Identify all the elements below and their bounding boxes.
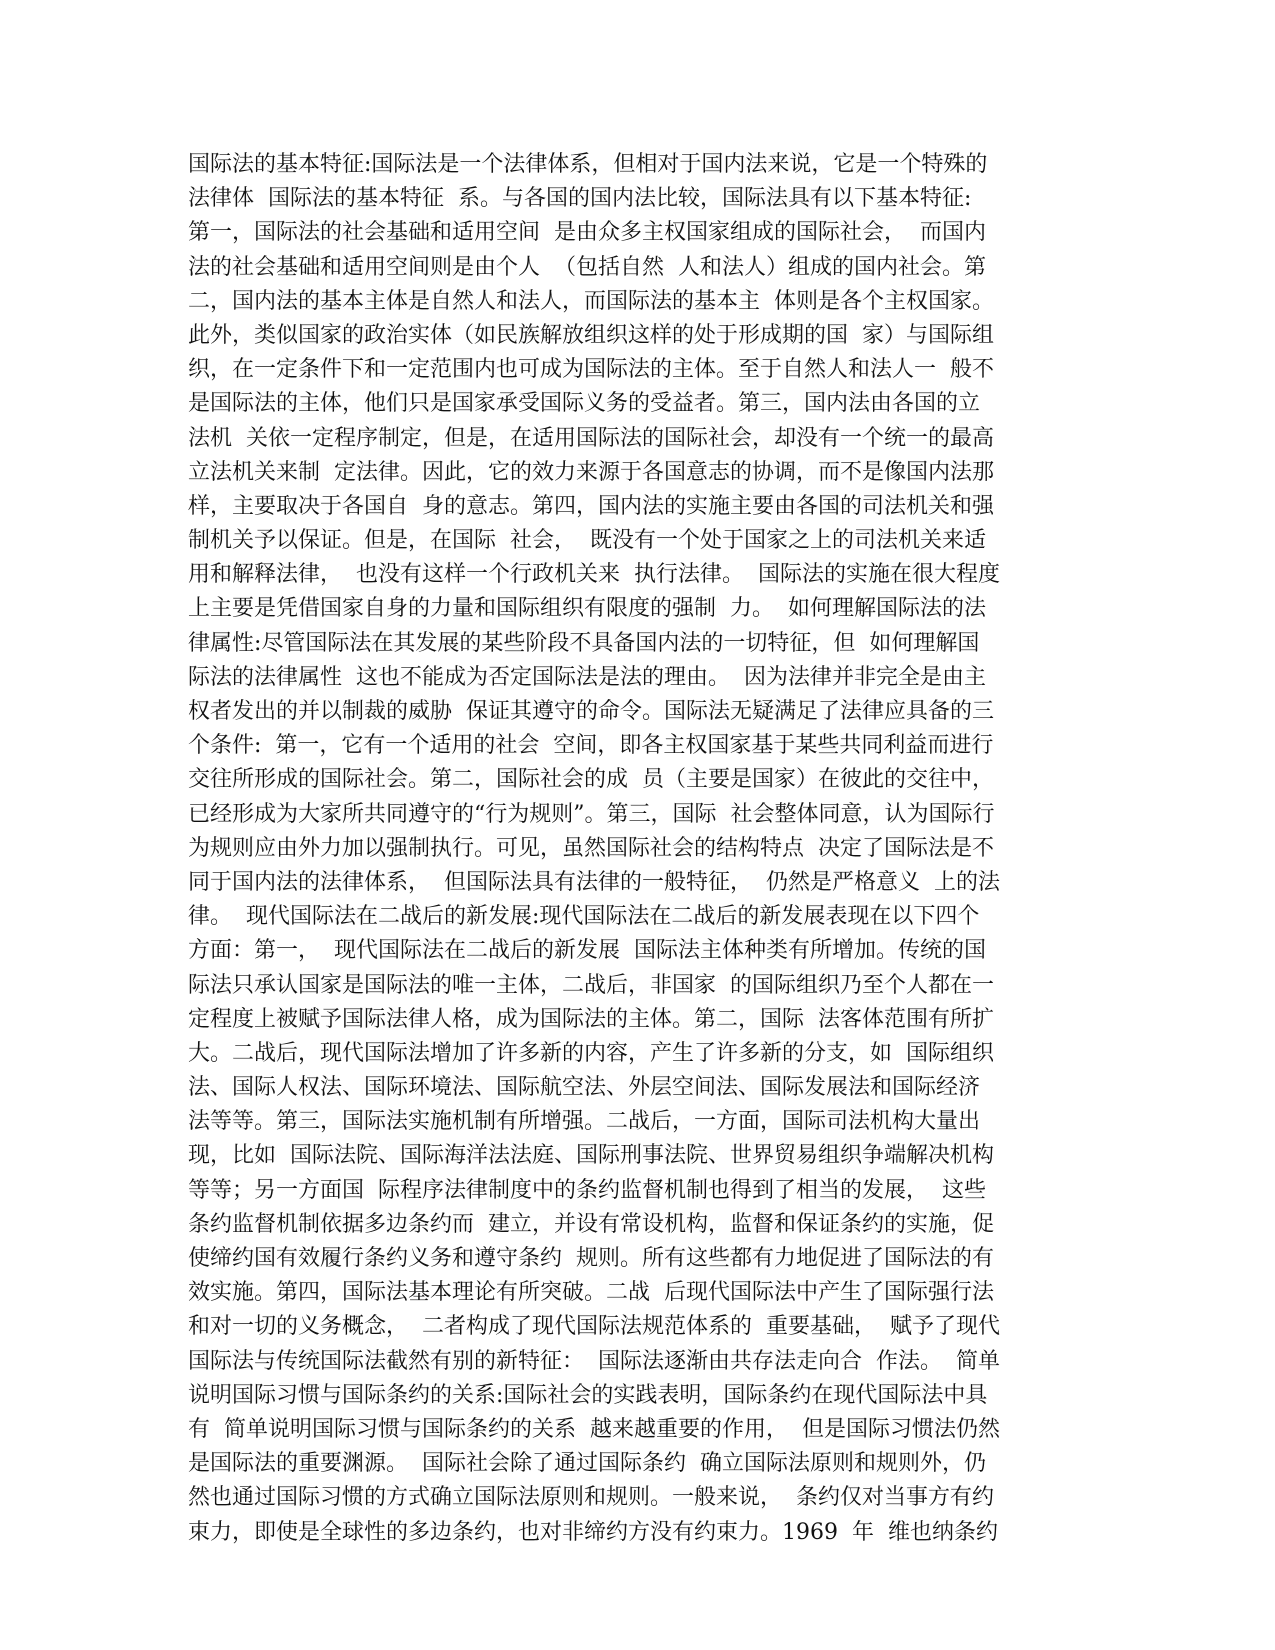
text-line: 用和解释法律， 也没有这样一个行政机关来 执行法律。 国际法的实施在很大程度 <box>188 562 1000 588</box>
text-line: 律属性:尽管国际法在其发展的某些阶段不具备国内法的一切特征，但 如何理解国 <box>188 630 980 656</box>
text-line: 权者发出的并以制裁的威胁 保证其遵守的命令。国际法无疑满足了法律应具备的三 <box>188 699 994 724</box>
text-line: 交往所形成的国际社会。第二，国际社会的成 员（主要是国家）在彼此的交往中， <box>188 767 994 793</box>
text-line: 等等；另一方面国 际程序法律制度中的条约监督机制也得到了相当的发展， 这些 <box>188 1177 986 1203</box>
text-line: 定程度上被赋予国际法律人格，成为国际法的主体。第二，国际 法客体范围有所扩 <box>188 1006 994 1032</box>
text-line: 是国际法的主体，他们只是国家承受国际义务的受益者。第三，国内法由各国的立 <box>188 391 981 417</box>
text-line: 个条件: 第一，它有一个适用的社会 空间，即各主权国家基于某些共同利益而进行 <box>188 733 994 759</box>
text-line: 为规则应由外力加以强制执行。可见，虽然国际社会的结构特点 决定了国际法是不 <box>188 835 994 861</box>
text-line: 法机 关依一定程序制定，但是，在适用国际法的国际社会，却没有一个统一的最高 <box>188 425 994 451</box>
text-line: 上主要是凭借国家自身的力量和国际组织有限度的强制 力。 如何理解国际法的法 <box>188 596 986 622</box>
text-line: 现，比如 国际法院、国际海洋法法庭、国际刑事法院、世界贸易组织争端解决机构 <box>188 1143 994 1169</box>
text-line: 第一，国际法的社会基础和适用空间 是由众多主权国家组成的国际社会， 而国内 <box>188 220 986 246</box>
text-line: 条约监督机制依据多边条约而 建立，并设有常设机构，监督和保证条约的实施，促 <box>188 1211 994 1237</box>
text-line: 国际法与传统国际法截然有别的新特征： 国际法逐渐由共存法走向合 作法。 简单 <box>188 1348 1000 1374</box>
text-line: 大。二战后，现代国际法增加了许多新的内容，产生了许多新的分支，如 国际组织 <box>188 1040 994 1066</box>
text-line: 方面：第一， 现代国际法在二战后的新发展 国际法主体种类有所增加。传统的国 <box>188 938 986 964</box>
text-line: 效实施。第四，国际法基本理论有所突破。二战 后现代国际法中产生了国际强行法 <box>188 1280 994 1306</box>
text-line: 国际法的基本特征:国际法是一个法律体系，但相对于国内法来说，它是一个特殊的 <box>188 152 988 177</box>
text-line: 法的社会基础和适用空间则是由个人 （包括自然 人和法人）组成的国内社会。第 <box>188 254 986 280</box>
text-line: 已经形成为大家所共同遵守的“行为规则”。第三，国际 社会整体同意，认为国际行 <box>188 801 995 827</box>
text-line: 立法机关来制 定法律。因此，它的效力来源于各国意志的协调，而不是像国内法那 <box>188 459 994 485</box>
text-line: 法、国际人权法、国际环境法、国际航空法、外层空间法、国际发展法和国际经济 <box>188 1075 981 1101</box>
text-line: 样，主要取决于各国自 身的意志。第四，国内法的实施主要由各国的司法机关和强 <box>188 493 994 519</box>
text-line: 二，国内法的基本主体是自然人和法人，而国际法的基本主 体则是各个主权国家。 <box>188 288 994 314</box>
text-line: 同于国内法的法律体系， 但国际法具有法律的一般特征， 仍然是严格意义 上的法 <box>188 869 1000 895</box>
text-line: 此外，类似国家的政治实体（如民族解放组织这样的处于形成期的国 家）与国际组 <box>188 322 994 348</box>
text-line: 束力，即使是全球性的多边条约，也对非缔约方没有约束力。1969 年 维也纳条约 <box>188 1519 998 1545</box>
text-line: 然也通过国际习惯的方式确立国际法原则和规则。一般来说， 条约仅对当事方有约 <box>188 1485 994 1511</box>
text-line: 际法只承认国家是国际法的唯一主体，二战后，非国家 的国际组织乃至个人都在一 <box>188 972 994 998</box>
text-line: 际法的法律属性 这也不能成为否定国际法是法的理由。 因为法律并非完全是由主 <box>188 664 986 690</box>
text-line: 律。 现代国际法在二战后的新发展:现代国际法在二战后的新发展表现在以下四个 <box>188 904 980 930</box>
text-line: 是国际法的重要渊源。 国际社会除了通过国际条约 确立国际法原则和规则外，仍 <box>188 1451 986 1477</box>
text-line: 织，在一定条件下和一定范围内也可成为国际法的主体。至于自然人和法人一 般不 <box>188 357 994 383</box>
text-line: 使缔约国有效履行条约义务和遵守条约 规则。所有这些都有力地促进了国际法的有 <box>188 1246 994 1271</box>
text-line: 有 简单说明国际习惯与国际条约的关系 越来越重要的作用， 但是国际习惯法仍然 <box>188 1416 1000 1442</box>
body-text <box>188 148 1088 1550</box>
text-line: 法律体 国际法的基本特征 系。与各国的国内法比较，国际法具有以下基本特征: <box>188 186 972 212</box>
text-line: 说明国际习惯与国际条约的关系:国际社会的实践表明，国际条约在现代国际法中具 <box>188 1382 988 1408</box>
text-line: 法等等。第三，国际法实施机制有所增强。二战后，一方面，国际司法机构大量出 <box>188 1109 981 1135</box>
text-line: 和对一切的义务概念， 二者构成了现代国际法规范体系的 重要基础， 赋予了现代 <box>188 1314 1000 1340</box>
text-line: 制机关予以保证。但是，在国际 社会， 既没有一个处于国家之上的司法机关来适 <box>188 528 986 554</box>
